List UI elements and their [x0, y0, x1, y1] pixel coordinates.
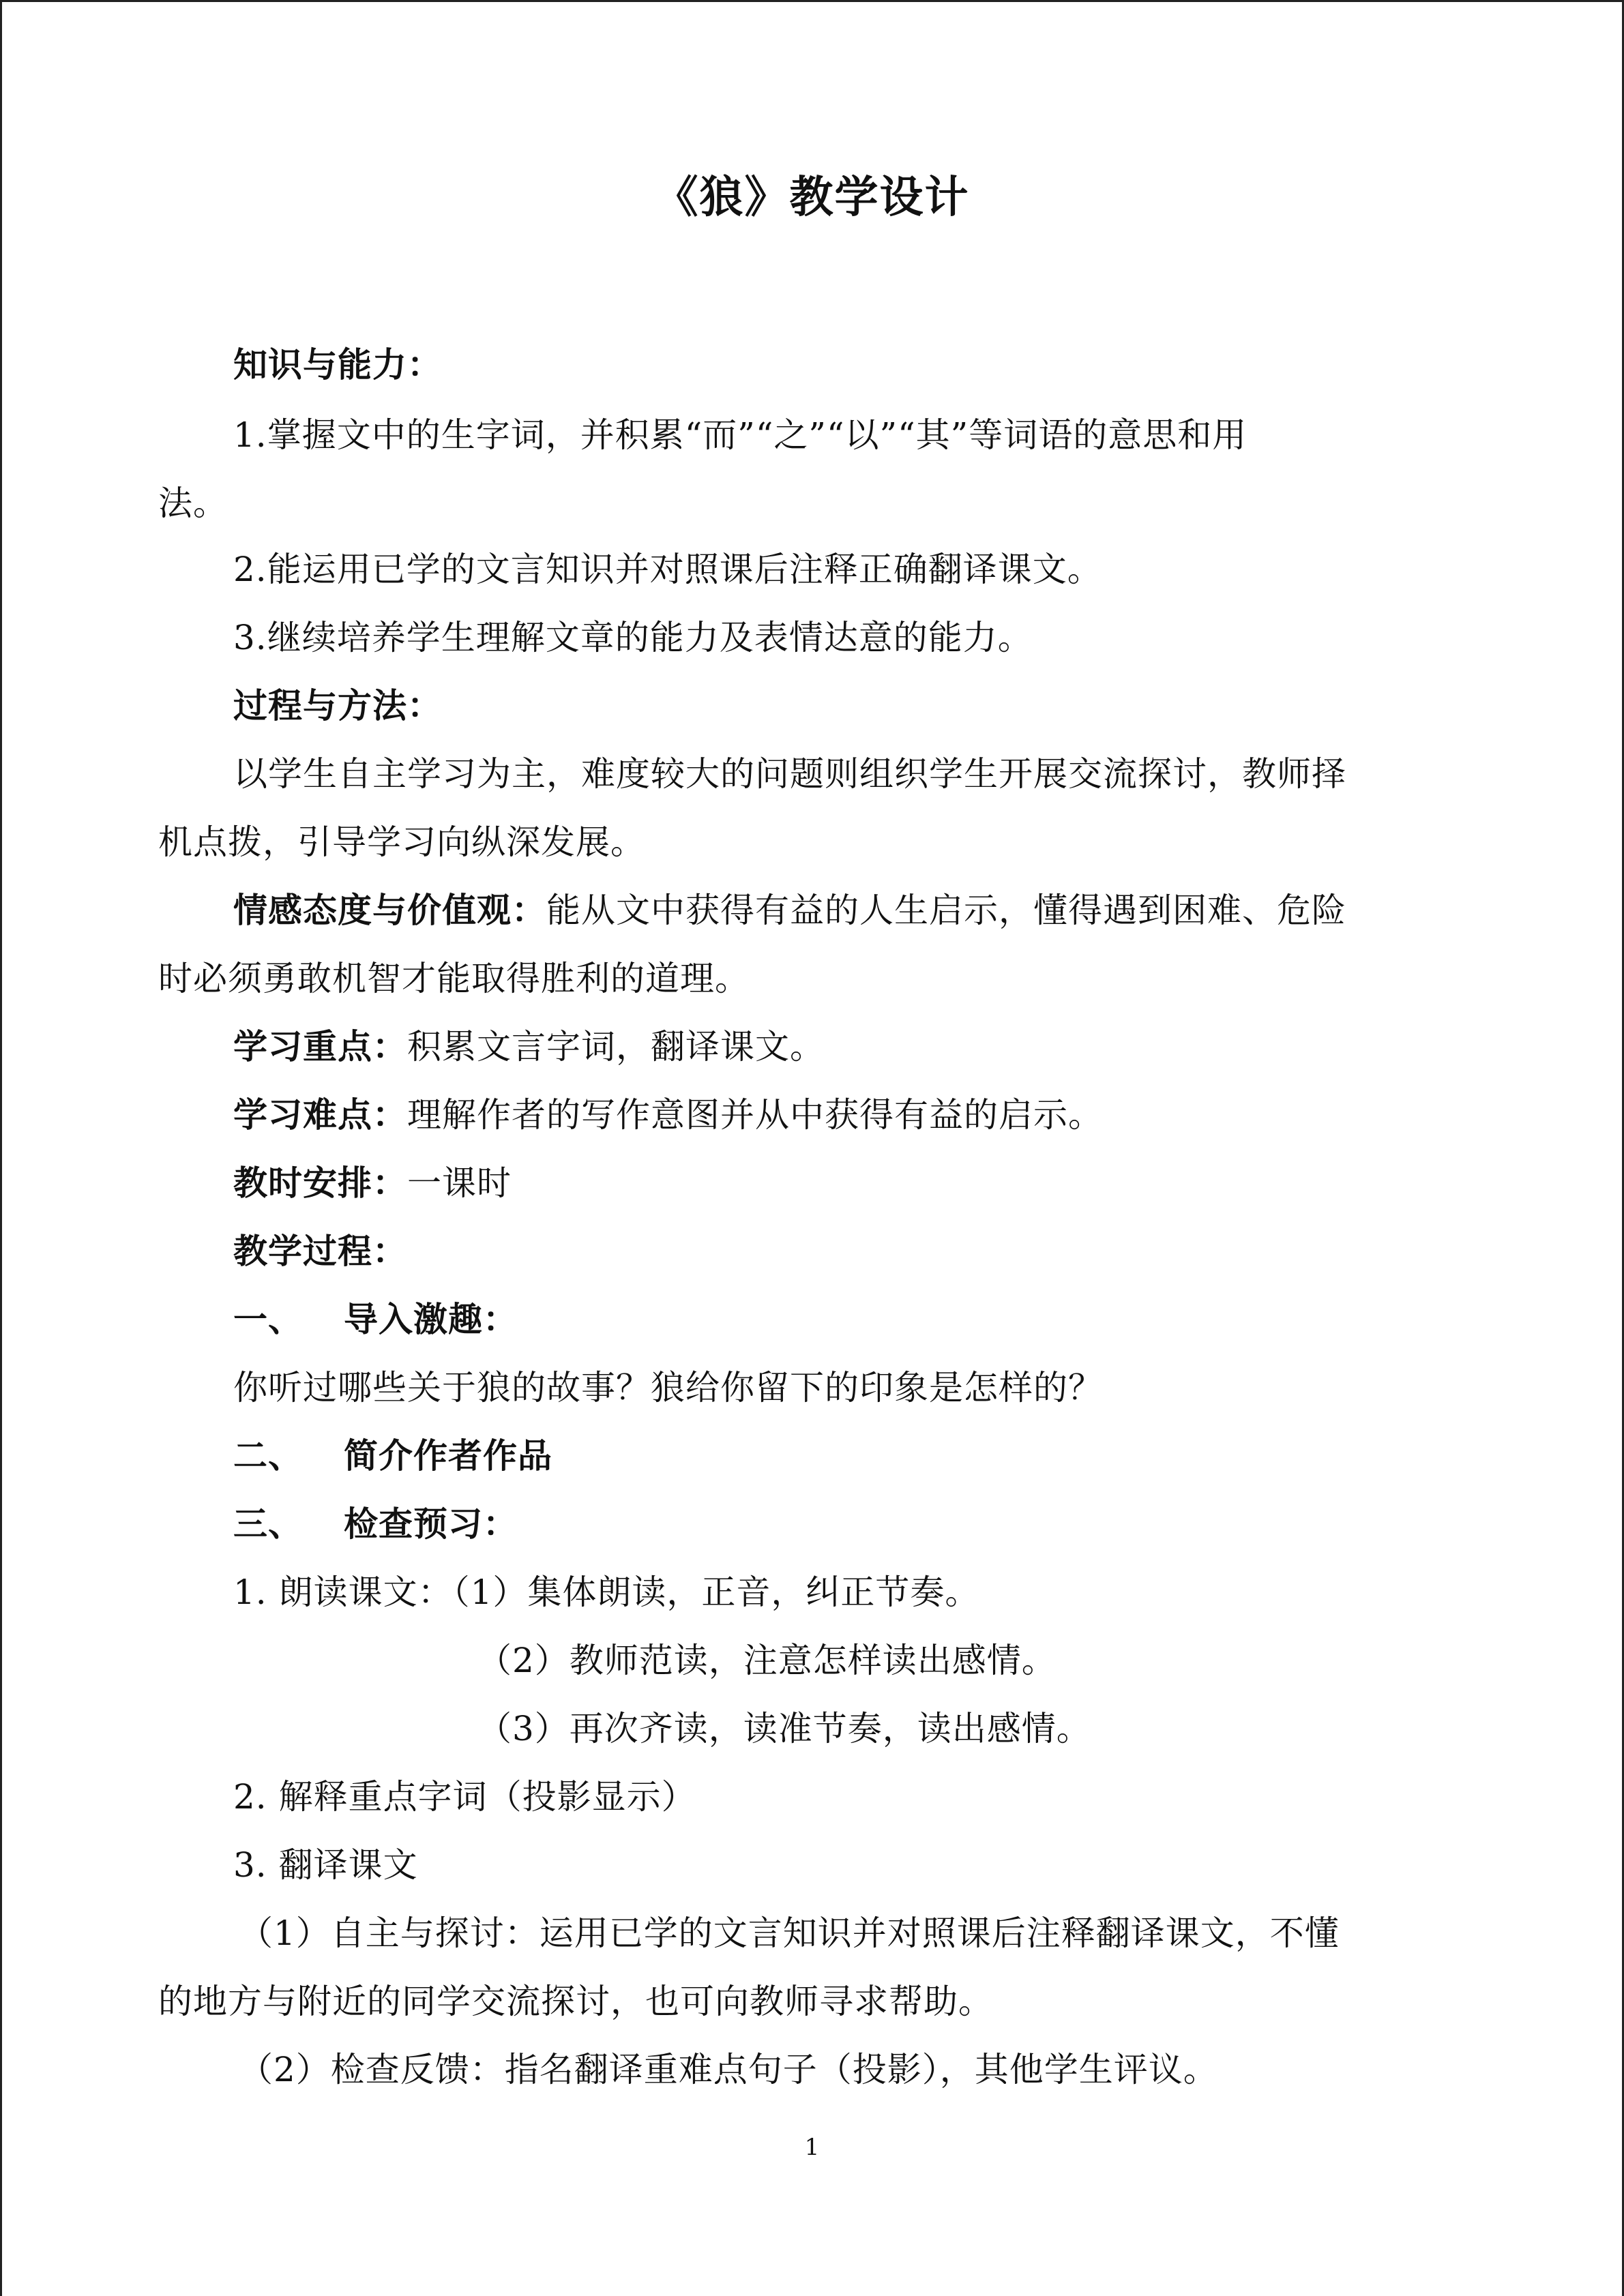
procedure-heading: 教学过程： [233, 1232, 407, 1271]
emotion-paragraph [233, 886, 1543, 934]
knowledge-item-1-cont: 法。 [158, 483, 228, 523]
step-3-title: 检查预习： [344, 1504, 518, 1544]
difficulty-points [233, 1091, 1543, 1139]
emotion-text-cont: 时必须勇敢机智才能取得胜利的道理。 [158, 959, 750, 998]
explain-item: 2. 解释重点字词（投影显示） [233, 1777, 696, 1817]
translate-item: 3. 翻译课文 [233, 1845, 418, 1885]
step-1-number: 一、 [233, 1300, 303, 1339]
page-number: 1 [804, 2134, 820, 2161]
process-heading: 过程与方法： [233, 686, 442, 726]
knowledge-heading: 知识与能力： [233, 345, 442, 385]
knowledge-item-3: 3.继续培养学生理解文章的能力及表情达意的能力。 [233, 618, 1033, 657]
schedule [233, 1159, 1543, 1207]
read-item-2: （2）教师范读，注意怎样读出感情。 [477, 1641, 1057, 1680]
knowledge-item-2: 2.能运用已学的文言知识并对照课后注释正确翻译课文。 [233, 550, 1102, 589]
schedule-label: 教时安排： [233, 1163, 407, 1203]
key-points [233, 1023, 1543, 1071]
read-item-1: 1. 朗读课文：（1）集体朗读，正音，纠正节奏。 [233, 1572, 980, 1612]
emotion-label: 情感态度与价值观： [233, 891, 546, 930]
read-item-3: （3）再次齐读，读准节奏，读出感情。 [477, 1709, 1091, 1748]
step-3-heading [233, 1500, 1543, 1548]
difficulty-text: 理解作者的写作意图并从中获得有益的启示。 [407, 1095, 1103, 1135]
step-2-heading [233, 1432, 1543, 1480]
emotion-text: 能从文中获得有益的人生启示，懂得遇到困难、危险 [546, 891, 1346, 930]
translate-sub-1: （1）自主与探讨：运用已学的文言知识并对照课后注释翻译课文，不懂 [239, 1913, 1340, 1953]
step-1-title: 导入激趣： [344, 1300, 518, 1339]
step-2-number: 二、 [233, 1436, 303, 1476]
process-text-cont: 机点拨，引导学习向纵深发展。 [158, 822, 645, 862]
step-1-text: 你听过哪些关于狼的故事？狼给你留下的印象是怎样的？ [233, 1368, 1103, 1407]
translate-sub-2: （2）检查反馈：指名翻译重难点句子（投影），其他学生评议。 [239, 2050, 1218, 2089]
key-text: 积累文言字词，翻译课文。 [407, 1027, 825, 1067]
step-3-number: 三、 [233, 1504, 303, 1544]
step-1-heading [233, 1296, 1543, 1343]
process-text: 以学生自主学习为主，难度较大的问题则组织学生开展交流探讨，教师择 [233, 754, 1346, 794]
schedule-text: 一课时 [407, 1163, 512, 1203]
difficulty-label: 学习难点： [233, 1095, 407, 1135]
knowledge-item-1: 1.掌握文中的生字词，并积累“而”“之”“以”“其”等词语的意思和用 [233, 415, 1247, 455]
step-2-title: 简介作者作品 [344, 1436, 552, 1476]
translate-sub-1-cont: 的地方与附近的同学交流探讨，也可向教师寻求帮助。 [158, 1982, 993, 2021]
key-label: 学习重点： [233, 1027, 407, 1067]
document-title: 《狼》教学设计 [654, 173, 970, 223]
